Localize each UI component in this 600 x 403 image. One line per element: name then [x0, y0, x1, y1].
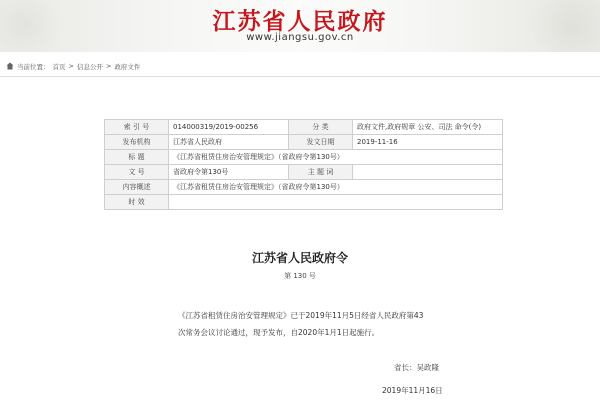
table-row: [105, 135, 503, 150]
document-title: 江苏省人民政府令: [251, 251, 348, 265]
breadcrumb-info-link[interactable]: 信息公开: [76, 62, 103, 71]
document-info-table: [104, 119, 503, 210]
divider: [0, 76, 600, 77]
table-row: [105, 180, 503, 195]
keywords-value: [353, 165, 503, 180]
publisher-value: 江苏省人民政府: [169, 135, 289, 150]
breadcrumb-docs-link[interactable]: 政府文件: [114, 62, 141, 71]
doc-number-value: 省政府令第130号: [169, 165, 289, 180]
category-label: 分 类: [289, 120, 353, 135]
index-value: 014000319/2019-00256: [169, 120, 289, 135]
title-value: 《江苏省租赁住房治安管理规定》（省政府令第130号）: [169, 150, 503, 165]
validity-value: [169, 195, 503, 210]
body-line: 《江苏省租赁住房治安管理规定》已于2019年11月5日经省人民政府第43: [178, 311, 424, 320]
table-row: [105, 120, 503, 135]
keywords-label: 主 题 词: [289, 165, 353, 180]
category-value: 政府文件,政府规章 公安、司法 命令(令): [353, 120, 503, 135]
document-body: [178, 307, 478, 341]
index-label: 索 引 号: [105, 120, 169, 135]
doc-number-label: 文 号: [105, 165, 169, 180]
signature-date: 2019年11月16日: [382, 386, 443, 395]
breadcrumb-separator: >: [68, 62, 74, 70]
breadcrumb-separator: >: [105, 62, 112, 70]
site-header: [0, 0, 600, 52]
site-url[interactable]: www.jiangsu.gov.cn: [246, 32, 354, 43]
table-row: [105, 165, 503, 180]
validity-label: 时 效: [105, 195, 169, 210]
issue-date-label: 发文日期: [289, 135, 353, 150]
summary-label: 内容概述: [105, 180, 169, 195]
table-row: [105, 195, 503, 210]
issue-date-value: 2019-11-16: [353, 135, 503, 150]
summary-value: 《江苏省租赁住房治安管理规定》（省政府令第130号）: [169, 180, 503, 195]
table-row: [105, 150, 503, 165]
breadcrumb-home-link[interactable]: 首页: [52, 62, 66, 71]
home-icon: [6, 62, 14, 70]
document-number: 第 130 号: [284, 272, 316, 280]
title-label: 标 题: [105, 150, 169, 165]
signer: 省长：吴政隆: [394, 363, 439, 372]
body-line: 次常务会议讨论通过，现予发布，自2020年1月1日起施行。: [178, 328, 380, 337]
breadcrumb: [6, 60, 140, 72]
site-title[interactable]: 江苏省人民政府: [212, 8, 388, 35]
publisher-label: 发布机构: [105, 135, 169, 150]
breadcrumb-current-label: 当前位置：: [17, 62, 50, 71]
